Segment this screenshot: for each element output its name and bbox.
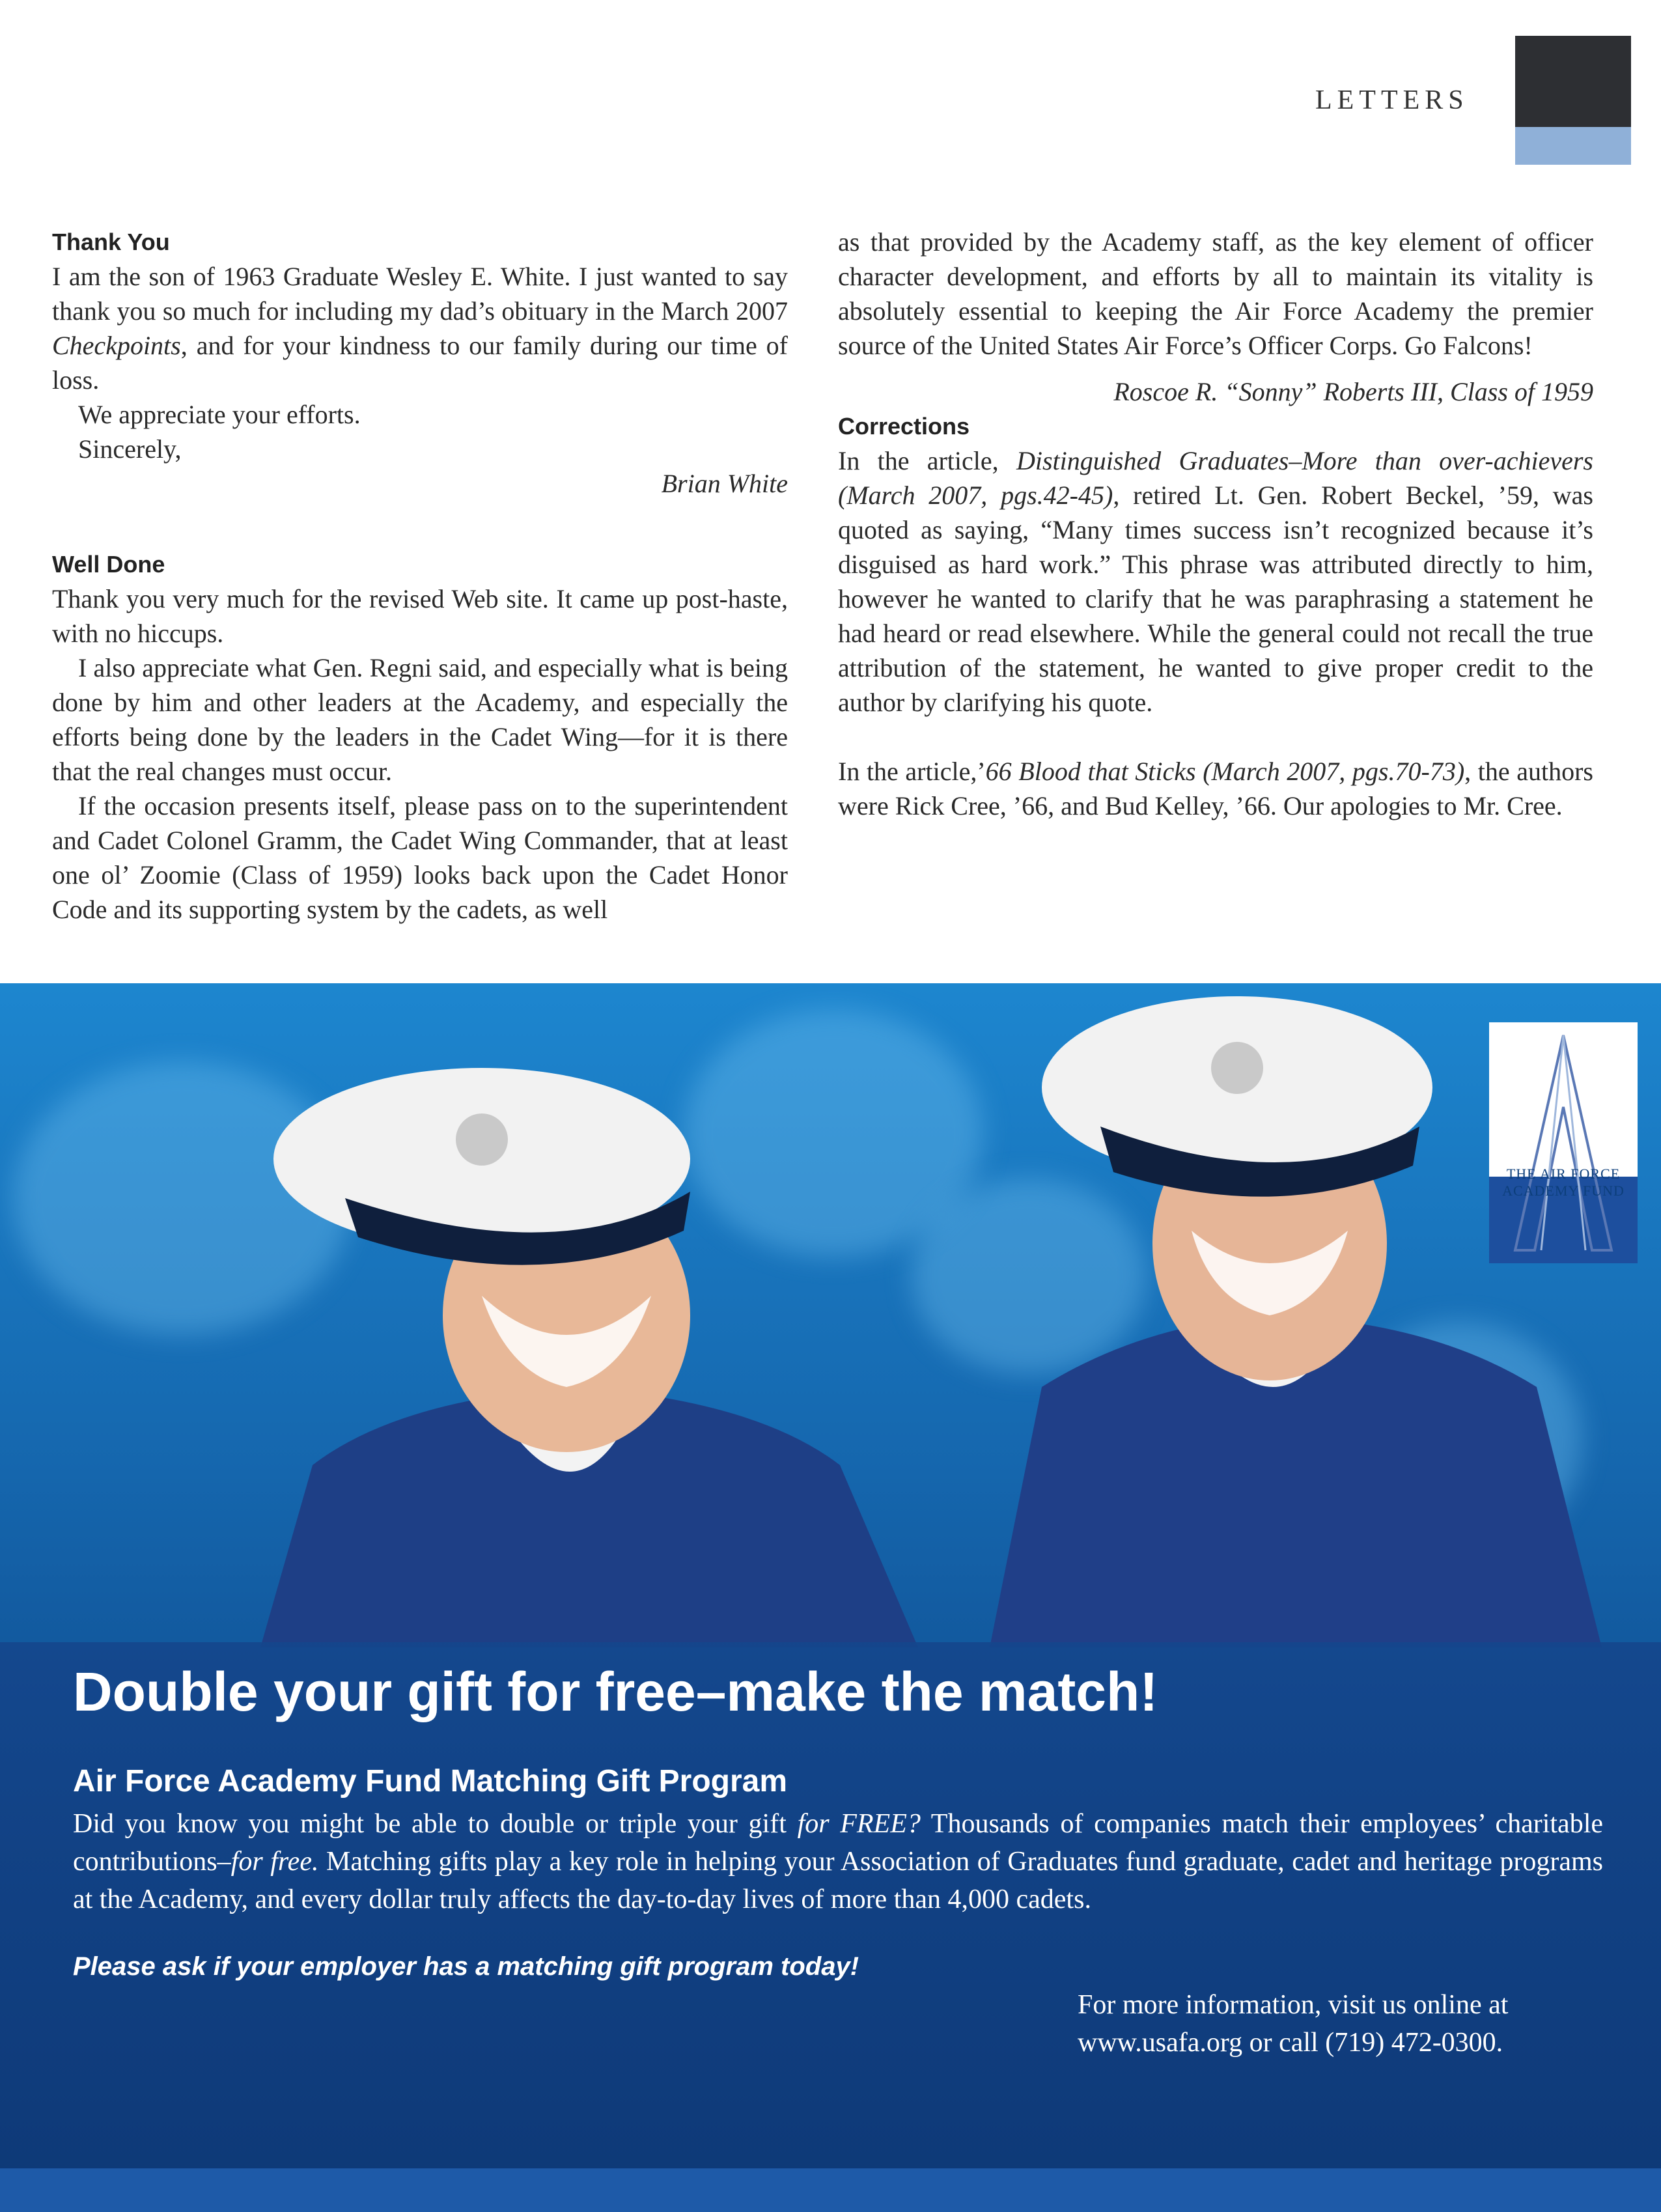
contact-line: www.usafa.org or call (719) 472-0300. [1078,2028,1503,2058]
letter-paragraph: I also appreciate what Gen. Regni said, and especially what is being done by him and other leaders at the Academy, and especially the efforts being done by the leaders in the Cadet Wing—for it is there that the real changes must occur. [52,653,788,786]
letter-paragraph: as that provided by the Academy staff, as the key element of officer character development, and efforts by all to maintain its vitality is absolutely essential to keeping the Air Force Academy the premier source of the United States Air Force’s Officer Corps. Go Falcons! [838,227,1593,360]
ad-headline: Double your gift for free–make the match! [73,1661,1158,1722]
academy-fund-logo [1489,1022,1638,1263]
corrections-paragraph: In the article, Distinguished Graduates–More than over-achievers (March 2007, pgs.42-45), retired Lt. Gen. Robert Beckel, ’59, was quoted as saying, “Many times success isn’t recognized because it’s disguised as hard work.” This phrase was attributed directly to him, however he wanted to clarify that he was paraphrasing a statement he had heard or read elsewhere. While the general could not recall the true attribution of the statement, he wanted to give proper credit to the author by clarifying his quote. [838,446,1593,717]
letter-signature: Brian White [661,469,788,498]
letter-paragraph: If the occasion presents itself, please pass on to the superintendent and Cadet Colonel Gramm, the Cadet Wing Commander, that at least one ol’ Zoomie (Class of 1959) looks back upon the Cadet Honor Code and its supporting system by the cadets, as well [52,791,788,924]
academy-fund-logo-mark [1489,1022,1638,1263]
letter-heading-well-done: Well Done [52,551,165,578]
ad-body: Did you know you might be able to double or triple your gift for FREE? Thousands of companies match their employees’ charitable contributions–for free. Matching gifts play a key role in helping your Association of Graduates fund graduate, cadet and heritage programs at the Academy, and every dollar truly affects the day-to-day lives of more than 4,000 cadets. [73,1809,1604,1914]
ad-contact [1078,1986,1598,2062]
ad-banner [0,983,1661,2212]
ad-subhead: Air Force Academy Fund Matching Gift Program [73,1764,788,1799]
letter-line: We appreciate your efforts. [78,400,361,429]
left-column [52,225,788,927]
letter-paragraph: Thank you very much for the revised Web site. It came up post-haste, with no hiccups. [52,584,788,648]
logo-text: THE AIR FORCE ACADEMY FUND [1502,1166,1625,1199]
ad-call-to-action: Please ask if your employer has a matching gift program today! [73,1952,859,1981]
contact-line: For more information, visit us online at [1078,1990,1509,2020]
bottom-strip [0,2168,1661,2212]
letter-line: Sincerely, [78,434,182,464]
corner-dark-block [1515,36,1631,127]
right-column [838,225,1593,823]
letter-paragraph: I am the son of 1963 Graduate Wesley E. White. I just wanted to say thank you so much for including my dad’s obituary in the March 2007 Checkpoints, and for your kindness to our family during our time of loss. [52,262,788,395]
ad-text-panel [0,1642,1661,2212]
corner-blue-block [1515,127,1631,165]
cadet-left-photo [234,1061,983,1647]
corrections-heading: Corrections [838,413,970,440]
section-label: LETTERS [1315,85,1469,115]
letter-signature: Roscoe R. “Sonny” Roberts III, Class of 1959 [1113,377,1593,406]
letter-heading-thank-you: Thank You [52,229,170,255]
corrections-paragraph: In the article,’66 Blood that Sticks (March 2007, pgs.70-73), the authors were Rick Cree, ’66, and Bud Kelley, ’66. Our apologies to Mr. Cree. [838,757,1593,820]
